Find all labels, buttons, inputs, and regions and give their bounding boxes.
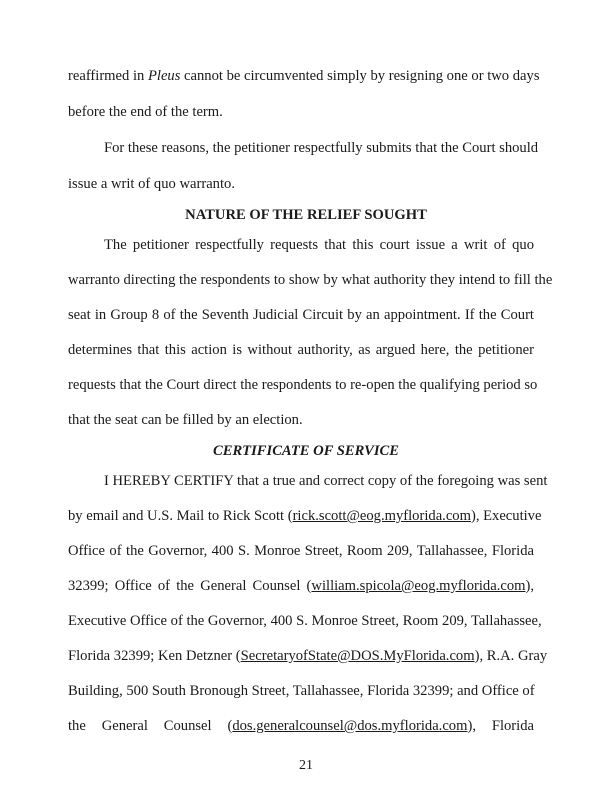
email-link-governor[interactable]: rick.scott@eog.myflorida.com: [292, 508, 471, 524]
service-line5: Executive Office of the Governor, 400 S. Monroe Street, Room 209, Tallahassee,: [68, 613, 542, 629]
relief-line2: warranto directing the respondents to show by what authority they intend to fill the: [68, 272, 553, 288]
case-name: Pleus: [147, 68, 181, 84]
relief-line6: that the seat can be filled by an election.: [68, 412, 303, 428]
para2-line2: issue a writ of quo warranto.: [68, 176, 235, 192]
relief-line4: determines that this action is without authority, as argued here, the petitioner: [68, 342, 534, 358]
relief-line5: requests that the Court direct the respondents to re-open the qualifying period so: [68, 377, 538, 393]
relief-heading: NATURE OF THE RELIEF SOUGHT: [185, 207, 427, 223]
service-heading: CERTIFICATE OF SERVICE: [212, 443, 400, 459]
para1-line1: reaffirmed in Pleus cannot be circumvented simply by resigning one or two days: [68, 68, 540, 84]
para2-line1: For these reasons, the petitioner respectfully submits that the Court should: [104, 140, 539, 156]
email-link-secretary-of-state[interactable]: SecretaryofState@DOS.MyFlorida.com: [240, 648, 475, 664]
service-line7: Building, 500 South Bronough Street, Tallahassee, Florida 32399; and Office of: [68, 683, 535, 699]
service-line6: Florida 32399; Ken Detzner (SecretaryofState@DOS.MyFlorida.com), R.A. Gray: [68, 648, 548, 664]
service-line8: the General Counsel (dos.generalcounsel@dos.myflorida.com), Florida: [68, 718, 534, 734]
page-number: 21: [299, 758, 313, 773]
relief-line3: seat in Group 8 of the Seventh Judicial Circuit by an appointment. If the Court: [68, 307, 534, 323]
relief-line1: The petitioner respectfully requests that this court issue a writ of quo: [104, 237, 534, 253]
service-line2: by email and U.S. Mail to Rick Scott (rick.scott@eog.myflorida.com), Executive: [68, 508, 542, 524]
service-line4: 32399; Office of the General Counsel (william.spicola@eog.myflorida.com),: [68, 578, 534, 594]
service-line3: Office of the Governor, 400 S. Monroe Street, Room 209, Tallahassee, Florida: [68, 543, 534, 559]
email-link-dos-counsel[interactable]: dos.generalcounsel@dos.myflorida.com: [232, 718, 468, 734]
email-link-general-counsel[interactable]: william.spicola@eog.myflorida.com: [311, 578, 526, 594]
para1-line2: before the end of the term.: [68, 104, 223, 120]
service-line1: I HEREBY CERTIFY that a true and correct copy of the foregoing was sent: [104, 473, 548, 489]
